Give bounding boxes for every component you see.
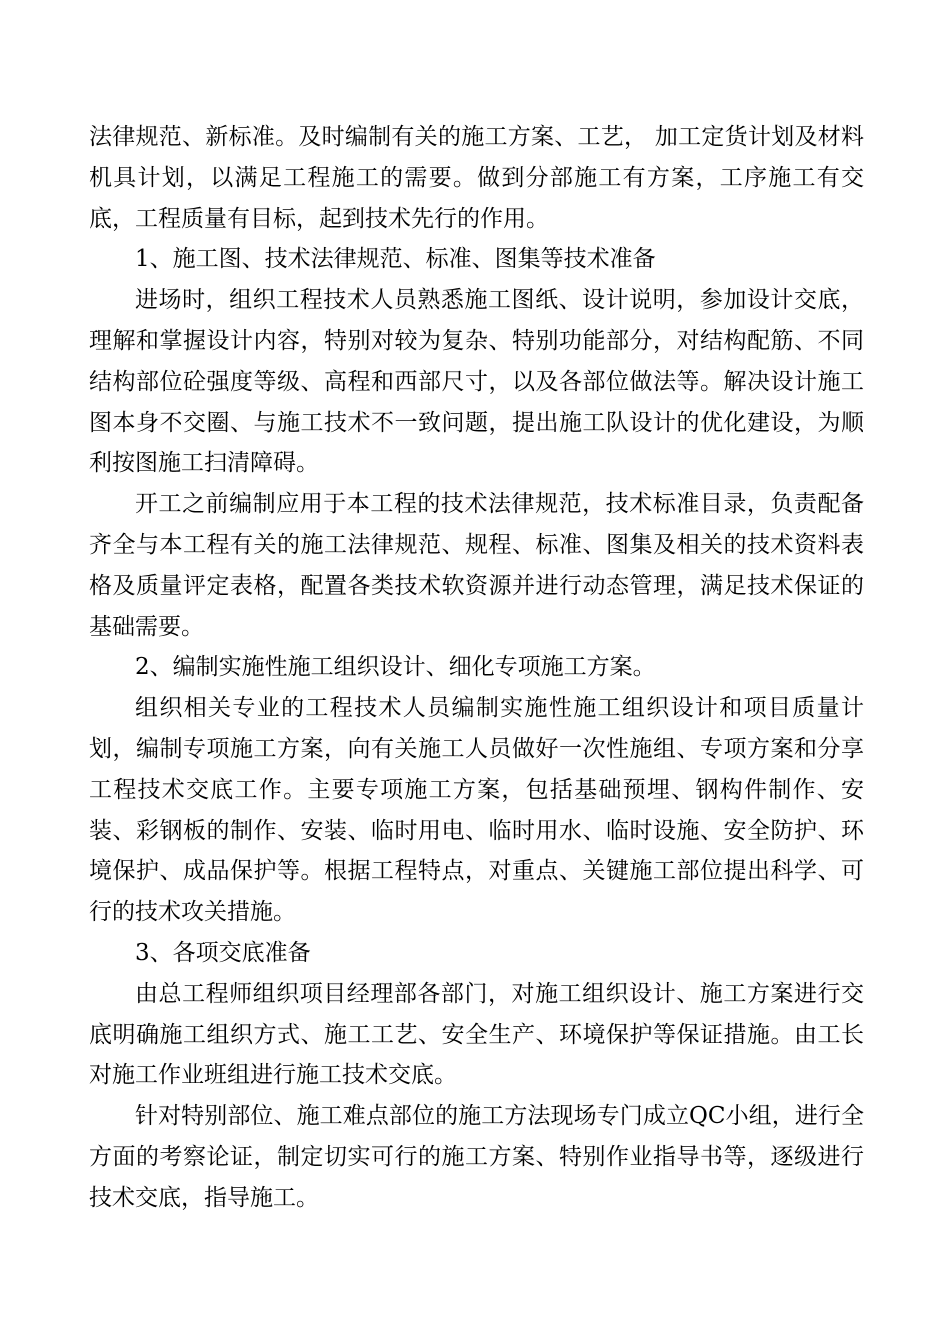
paragraph-standards: 开工之前编制应用于本工程的技术法律规范，技术标准目录，负责配备齐全与本工程有关的施工法律规范、规程、标准、图集及相关的技术资料表格及质量评定表格，配置各类技术软资源并进行动态管理，满足技术保证的基础需要。 (89, 491, 864, 640)
section-heading-1: 1、施工图、技术法律规范、标准、图集等技术准备 (135, 246, 656, 273)
document-page (89, 117, 864, 1219)
paragraph-intro: 法律规范、新标准。及时编制有关的施工方案、工艺， 加工定货计划及材料机具计划，以满足工程施工的需要。做到分部施工有方案，工序施工有交底，工程质量有目标，起到技术先行的作用。 (89, 124, 864, 232)
paragraph-disclosure: 由总工程师组织项目经理部各部门，对施工组织设计、施工方案进行交底明确施工组织方式、施工工艺、安全生产、环境保护等保证措施。由工长对施工作业班组进行施工技术交底。 (89, 980, 864, 1089)
paragraph-site-entry: 进场时，组织工程技术人员熟悉施工图纸、设计说明，参加设计交底，理解和掌握设计内容，特别对较为复杂、特别功能部分，对结构配筋、不同结构部位砼强度等级、高程和西部尺寸，以及各部位做法等。解决设计施工图本身不交圈、与施工技术不一致问题，提出施工队设计的优化建设，为顺利按图施工扫清障碍。 (89, 287, 864, 477)
paragraph-qc-group: 针对特别部位、施工难点部位的施工方法现场专门成立QC小组，进行全方面的考察论证，制定切实可行的施工方案、特别作业指导书等，逐级进行技术交底，指导施工。 (89, 1103, 864, 1211)
paragraph-construction-plan: 组织相关专业的工程技术人员编制实施性施工组织设计和项目质量计划，编制专项施工方案，向有关施工人员做好一次性施组、专项方案和分享工程技术交底工作。主要专项施工方案，包括基础预埋、钢构件制作、安装、彩钢板的制作、安装、临时用电、临时用水、临时设施、安全防护、环境保护、成品保护等。根据工程特点，对重点、关键施工部位提出科学、可行的技术攻关措施。 (89, 695, 864, 926)
section-heading-3: 3、各项交底准备 (135, 939, 311, 966)
section-heading-2: 2、编制实施性施工组织设计、细化专项施工方案。 (135, 654, 656, 681)
